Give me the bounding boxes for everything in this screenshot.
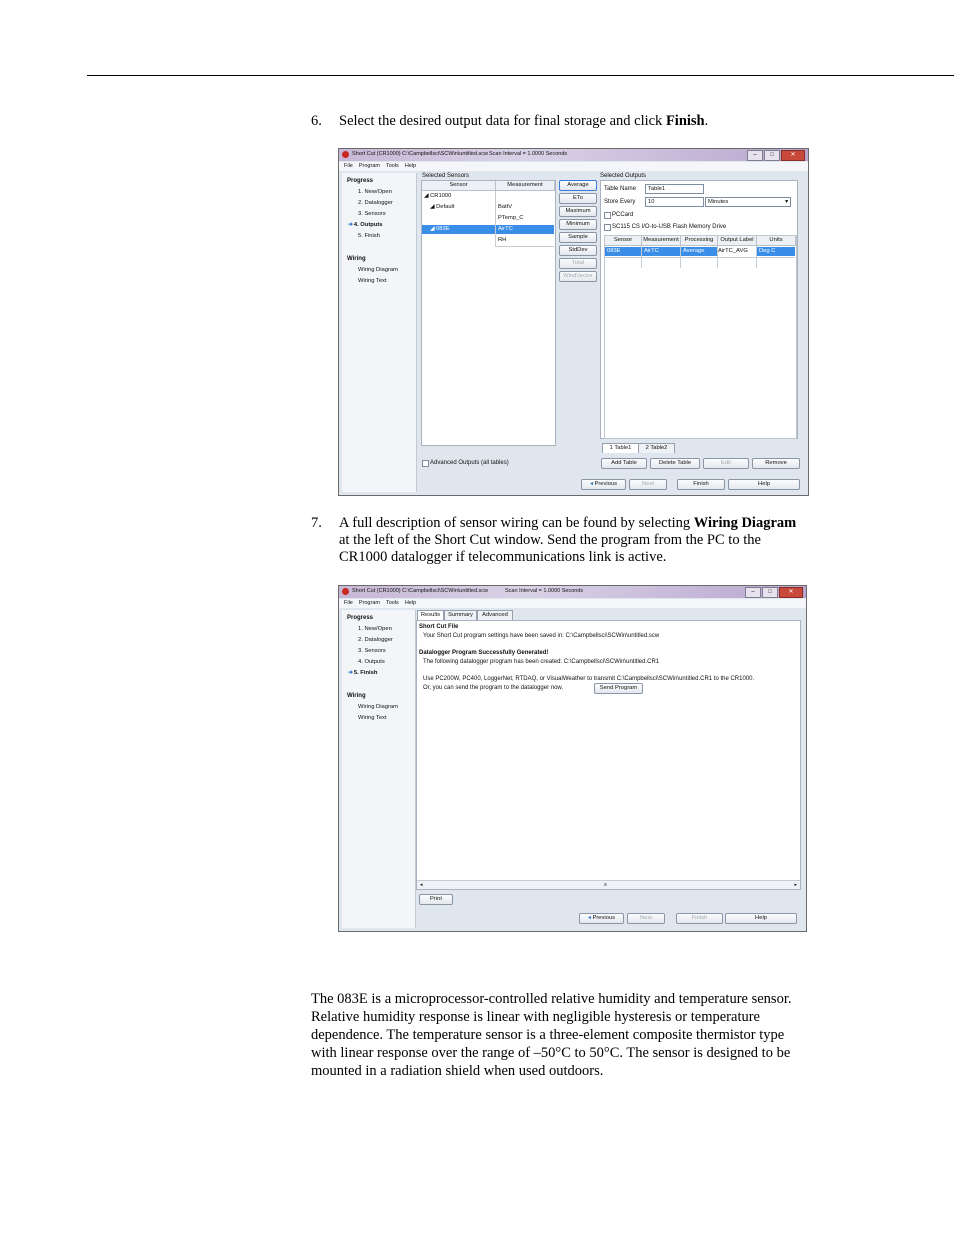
wiring-heading: Wiring <box>347 256 366 262</box>
sensor-tree <box>421 180 556 446</box>
scroll-left-icon[interactable]: ◂ <box>420 882 423 888</box>
out-col-units[interactable]: Units <box>757 236 796 246</box>
scroll-right-icon[interactable]: ▸ <box>794 882 797 888</box>
shortcut-window-outputs <box>338 148 809 496</box>
add-table-button[interactable]: Add Table <box>601 458 647 469</box>
nav-outputs[interactable]: 4. Outputs <box>358 659 385 665</box>
selected-sensors-label: Selected Sensors <box>422 173 470 179</box>
menu-help[interactable]: Help <box>404 163 417 169</box>
nav-wiring-text[interactable]: Wiring Text <box>358 278 387 284</box>
col-measurement[interactable]: Measurement <box>496 181 555 191</box>
results-panel <box>416 620 801 890</box>
minimize-icon[interactable]: – <box>745 587 761 598</box>
close-icon[interactable]: ✕ <box>781 150 805 161</box>
nav-new-open[interactable]: 1. New/Open <box>358 189 392 195</box>
help-button[interactable]: Help <box>728 479 800 490</box>
output-sensor[interactable]: 083E <box>607 248 621 254</box>
step-number: 6. <box>311 113 322 129</box>
scroll-thumb-grip-icon[interactable]: ≡ <box>604 882 607 888</box>
or-text: Or, you can send the program to the datalogger now. <box>423 685 564 691</box>
store-every-label: Store Every <box>604 199 636 205</box>
maximum-button[interactable]: Maximum <box>559 206 597 217</box>
output-label-cell[interactable]: AirTC_AVG <box>718 247 756 256</box>
previous-button[interactable]: ◂ Previous <box>579 913 624 924</box>
selected-outputs-label: Selected Outputs <box>600 173 647 179</box>
windvector-button[interactable]: WindVector <box>559 271 597 282</box>
nav-wiring-diagram[interactable]: Wiring Diagram <box>358 267 398 273</box>
remove-button[interactable]: Remove <box>752 458 800 469</box>
created-text: The following datalogger program has been created: C:\Campbellsci\SCWin\untitled.CR1 <box>423 659 660 665</box>
generated-heading: Datalogger Program Successfully Generated! <box>419 650 549 656</box>
tree-node-cr1000[interactable]: ◢ CR1000 <box>424 193 452 199</box>
saved-text: Your Short Cut program settings have been saved in: C:\Campbellsci\SCWin\untitled.scw <box>423 633 660 639</box>
horizontal-scrollbar[interactable] <box>417 880 800 889</box>
finish-button[interactable]: Finish <box>677 479 725 490</box>
menu-program[interactable]: Program <box>358 163 380 169</box>
step-text: Select the desired output data for final storage and click Finish. <box>339 113 709 129</box>
maximize-icon[interactable]: □ <box>762 587 778 598</box>
edit-button[interactable]: Edit <box>703 458 749 469</box>
wiring-heading: Wiring <box>347 693 366 699</box>
tab-advanced[interactable]: Advanced <box>477 610 513 620</box>
use-text: Use PC200W, PC400, LoggerNet, RTDAQ, or VisualWeather to transmit C:\Campbellsci\SCWin\untitled.CR1 to the CR1000. <box>423 676 755 682</box>
app-icon <box>342 151 349 158</box>
back-arrow-icon: ◂ <box>587 915 591 921</box>
short-cut-file-heading: Short Cut File <box>419 624 459 630</box>
store-every-input[interactable]: 10 <box>645 197 704 207</box>
out-col-sensor[interactable]: Sensor <box>605 236 642 246</box>
nav-finish[interactable]: 5. Finish <box>358 233 380 239</box>
out-col-measurement[interactable]: Measurement <box>642 236 681 246</box>
minimize-icon[interactable]: – <box>747 150 763 161</box>
sidebar <box>342 610 416 928</box>
tab-table2[interactable]: 2 Table2 <box>638 443 675 453</box>
out-col-processing[interactable]: Processing <box>681 236 718 246</box>
measurement-rh[interactable]: RH <box>498 237 507 243</box>
header-rule <box>87 75 954 76</box>
nav-finish[interactable]: ➜5. Finish <box>348 670 378 676</box>
delete-table-button[interactable]: Delete Table <box>650 458 700 469</box>
out-col-output-label[interactable]: Output Label <box>718 236 757 246</box>
menu-tools[interactable]: Tools <box>385 163 399 169</box>
title-bar: Short Cut (CR1000) C:\Campbellsci\SCWin\untitled.scw Scan Interval = 1.0000 Seconds – □ ✕ <box>339 149 808 161</box>
print-button[interactable]: Print <box>419 894 453 905</box>
minimum-button[interactable]: Minimum <box>559 219 597 230</box>
advanced-outputs-label: Advanced Outputs (all tables) <box>430 460 509 466</box>
outputs-grid <box>604 235 797 439</box>
nav-outputs[interactable]: ➜4. Outputs <box>348 222 383 228</box>
tab-results[interactable]: Results <box>417 610 444 620</box>
app-icon <box>342 588 349 595</box>
next-button[interactable]: Next <box>629 479 667 490</box>
menu-bar <box>339 162 808 171</box>
sensor-description: The 083E is a microprocessor-controlled relative humidity and temperature sensor. Relative humidity response is linear with negligible hysteresis or temperature dependence. The temperature sensor is a three-element composite thermistor type with linear response over the range of –50°C to 50°C. The sensor is designed to be mounted in a radiation shield when used outdoors. <box>311 991 792 1079</box>
tree-node-083e[interactable]: ◢ 083E <box>430 226 450 232</box>
nav-sensors[interactable]: 3. Sensors <box>358 648 386 654</box>
sc115-checkbox[interactable] <box>604 224 611 231</box>
current-step-arrow-icon: ➜ <box>348 670 353 676</box>
table-name-input[interactable]: Table1 <box>645 184 704 194</box>
menu-file[interactable]: File <box>344 600 353 606</box>
nav-sensors[interactable]: 3. Sensors <box>358 211 386 217</box>
nav-wiring-diagram[interactable]: Wiring Diagram <box>358 704 398 710</box>
measurement-ptemp[interactable]: PTemp_C <box>498 215 524 221</box>
tab-table1[interactable]: 1 Table1 <box>602 443 639 453</box>
title-bar: Short Cut (CR1000) C:\Campbellsci\SCWin\untitled.scw Scan Interval = 1.0000 Seconds – □ ✕ <box>339 586 806 598</box>
menu-help[interactable]: Help <box>404 600 417 606</box>
nav-datalogger[interactable]: 2. Datalogger <box>358 637 393 643</box>
tree-node-default[interactable]: ◢ Default <box>430 204 455 210</box>
nav-wiring-text[interactable]: Wiring Text <box>358 715 387 721</box>
menu-file[interactable]: File <box>344 163 353 169</box>
previous-button[interactable]: ◂ Previous <box>581 479 626 490</box>
tab-summary[interactable]: Summary <box>444 610 477 620</box>
col-sensor[interactable]: Sensor <box>422 181 496 191</box>
step-number: 7. <box>311 515 322 531</box>
progress-heading: Progress <box>347 178 374 184</box>
step-text: A full description of sensor wiring can be found by selecting Wiring Diagram at the left of the Short Cut window. Send the program from the PC to the CR1000 datalogger if telecommunications link is active. <box>339 515 797 565</box>
menu-bar <box>339 599 806 608</box>
table-name-label: Table Name <box>604 186 637 192</box>
nav-datalogger[interactable]: 2. Datalogger <box>358 200 393 206</box>
help-button[interactable]: Help <box>725 913 797 924</box>
pccard-checkbox[interactable] <box>604 212 611 219</box>
output-measurement[interactable]: AirTC <box>644 248 659 254</box>
next-button[interactable]: Next <box>627 913 665 924</box>
close-icon[interactable]: ✕ <box>779 587 803 598</box>
current-step-arrow-icon: ➜ <box>348 222 353 228</box>
send-program-button[interactable]: Send Program <box>594 683 643 694</box>
menu-tools[interactable]: Tools <box>385 600 399 606</box>
average-button[interactable]: Average <box>559 180 597 191</box>
measurement-airtc[interactable]: AirTC <box>498 226 513 232</box>
pccard-label: PCCard <box>612 212 634 218</box>
sample-button[interactable]: Sample <box>559 232 597 243</box>
interval-unit-select[interactable]: Minutes ▾ <box>705 197 791 207</box>
stddev-button[interactable]: StdDev <box>559 245 597 256</box>
finish-button[interactable]: Finish <box>676 913 723 924</box>
maximize-icon[interactable]: □ <box>764 150 780 161</box>
total-button[interactable]: Total <box>559 258 597 269</box>
output-units[interactable]: Deg C <box>759 248 776 254</box>
menu-program[interactable]: Program <box>358 600 380 606</box>
output-processing[interactable]: Average <box>683 248 705 254</box>
sidebar <box>342 173 417 492</box>
eto-button[interactable]: ETo <box>559 193 597 204</box>
advanced-outputs-checkbox[interactable] <box>422 460 429 467</box>
shortcut-window-finish <box>338 585 807 932</box>
measurement-battv[interactable]: BattV <box>498 204 513 210</box>
back-arrow-icon: ◂ <box>589 481 593 487</box>
sc115-label: SC115 CS I/O-to-USB Flash Memory Drive <box>612 224 727 230</box>
selected-outputs-panel <box>600 180 798 439</box>
nav-new-open[interactable]: 1. New/Open <box>358 626 392 632</box>
chevron-down-icon: ▾ <box>785 199 788 205</box>
progress-heading: Progress <box>347 615 374 621</box>
